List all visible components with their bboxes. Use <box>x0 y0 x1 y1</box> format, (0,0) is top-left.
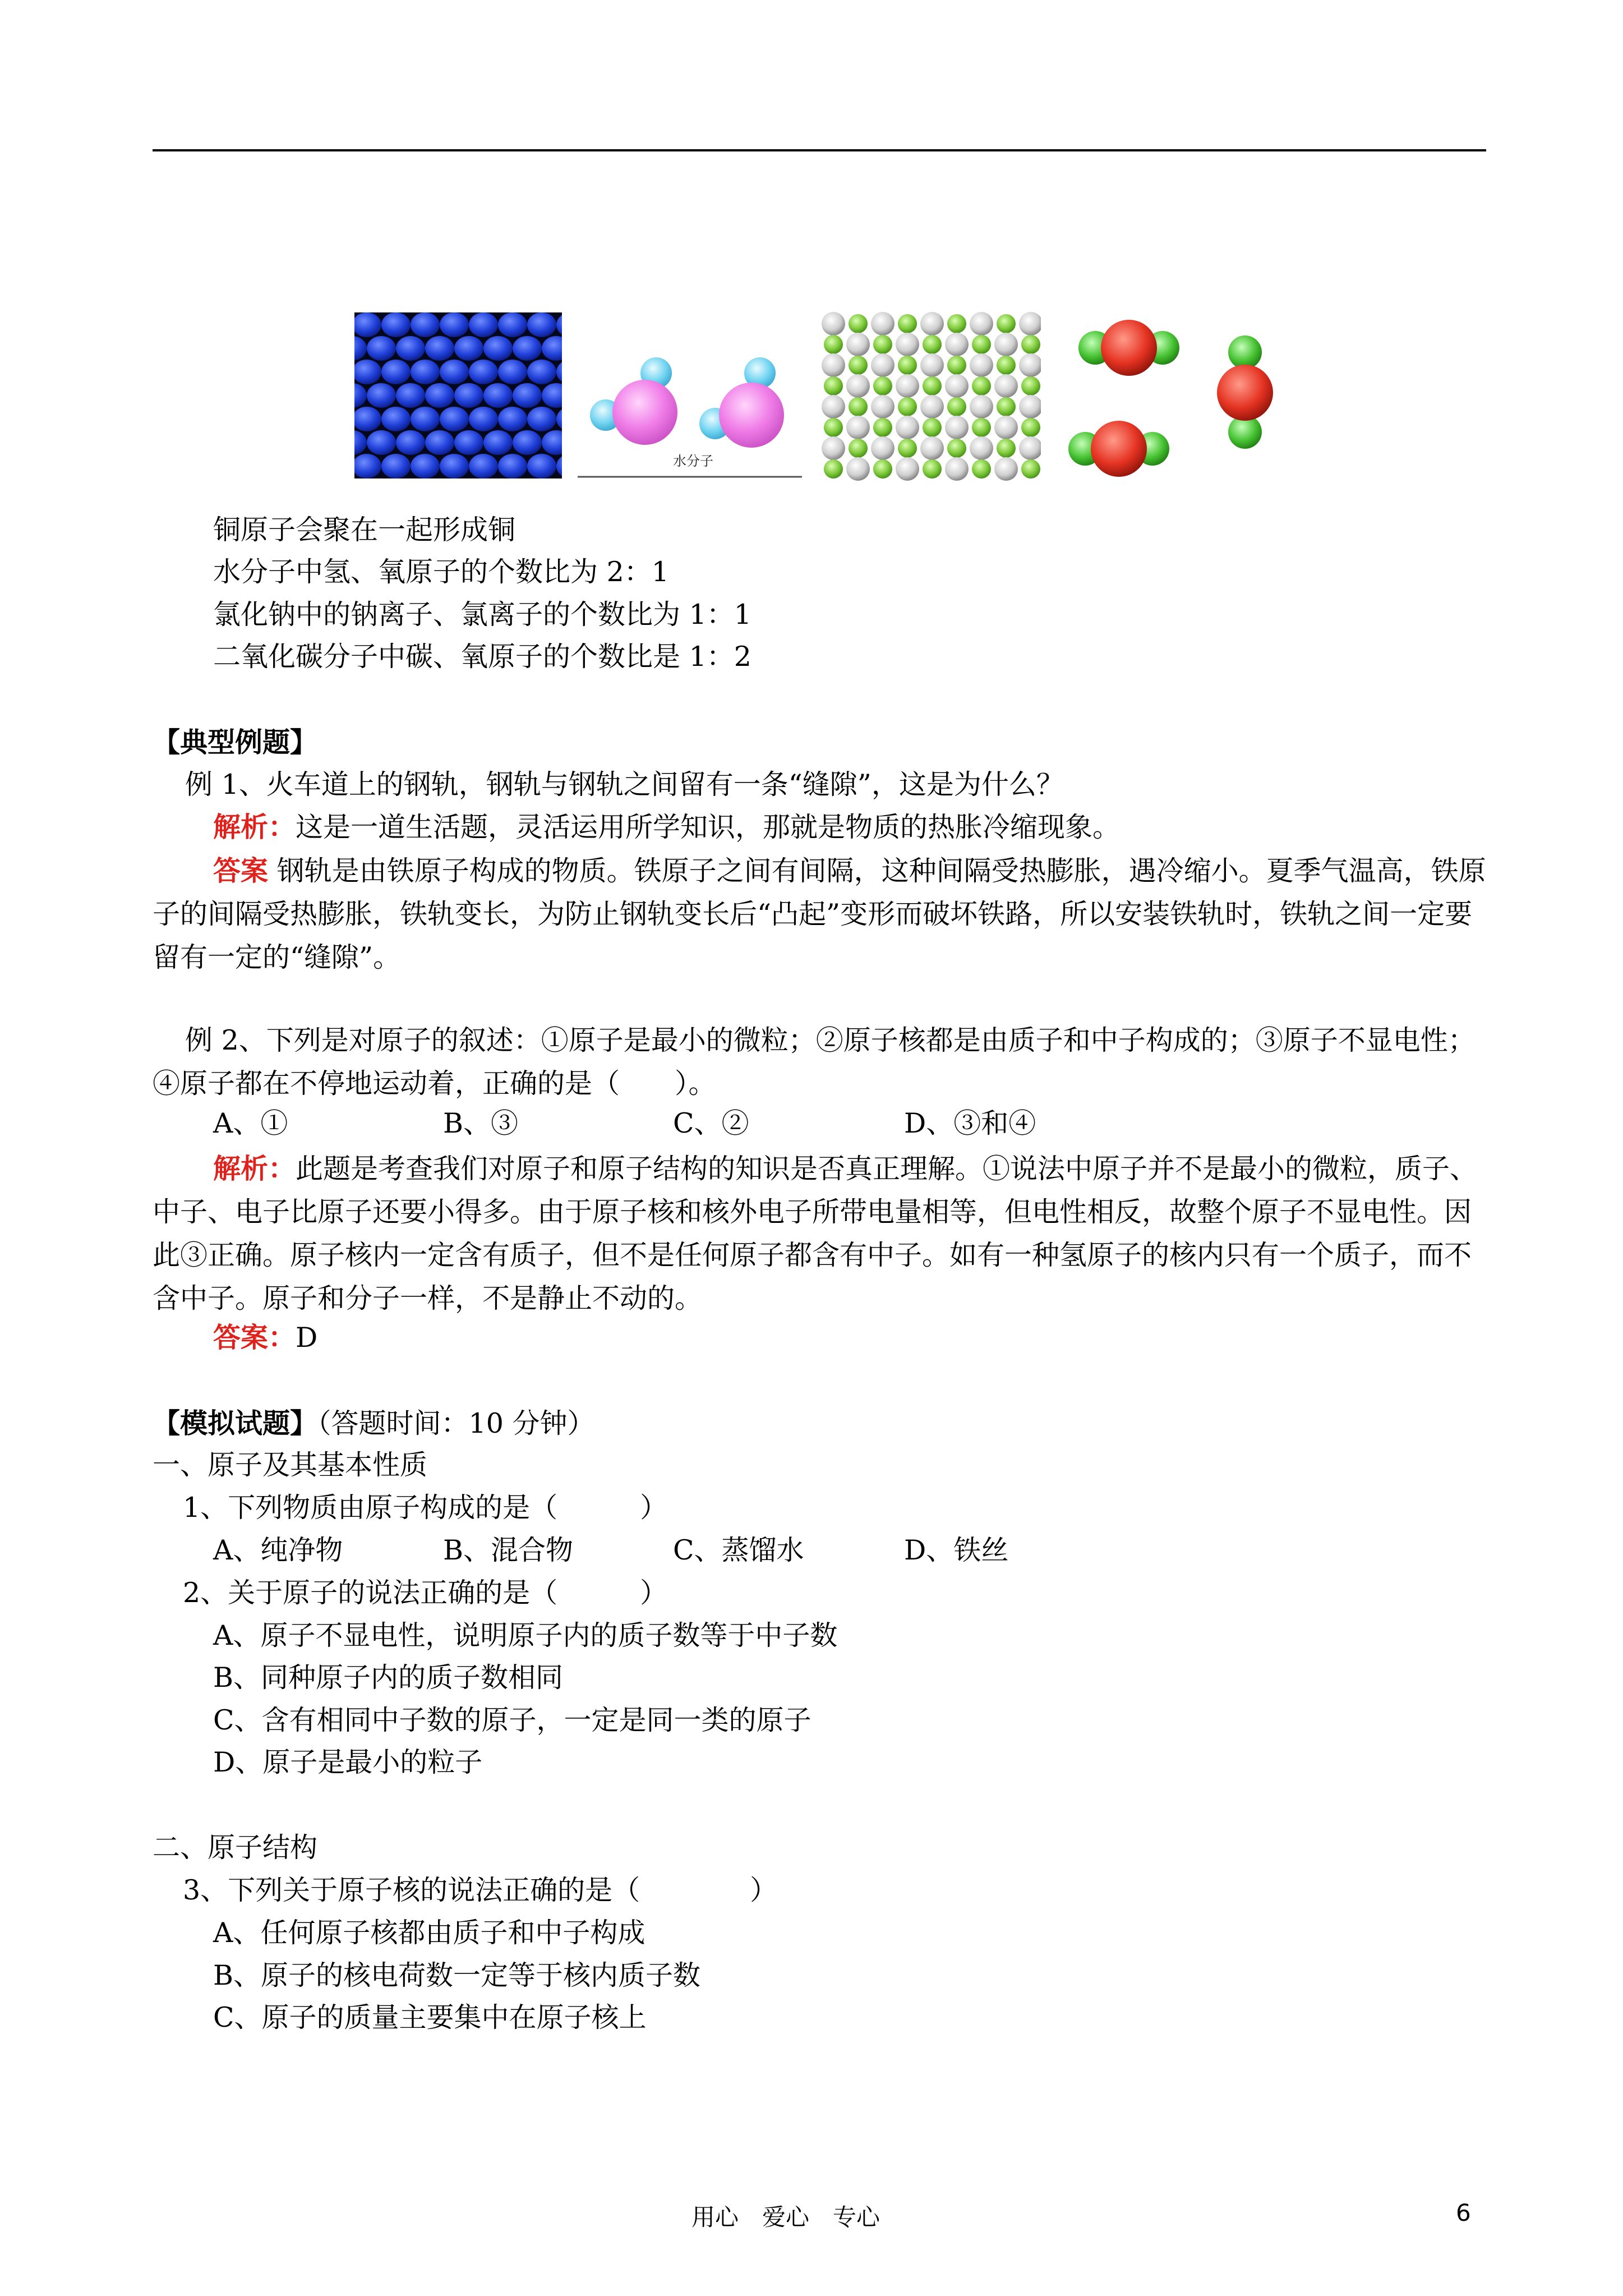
copper-atom <box>411 454 440 478</box>
chloride-ion <box>846 333 870 356</box>
q2-option-d: D、原子是最小的粒子 <box>213 1746 483 1778</box>
water-caption: 水分子 <box>673 453 713 469</box>
sodium-ion <box>923 335 942 354</box>
sodium-ion <box>849 314 868 333</box>
mock-time-note: （答题时间：10 分钟） <box>317 1407 595 1439</box>
sodium-ion <box>1021 459 1040 478</box>
q1-option-a: A、纯净物 <box>213 1534 343 1566</box>
examples-heading: 【典型例题】 <box>153 726 318 758</box>
copper-atom <box>498 454 527 478</box>
header-rule <box>153 149 1486 151</box>
sodium-ion <box>849 439 868 458</box>
chloride-ion <box>896 416 919 439</box>
example2-option-d: D、③和④ <box>904 1107 1036 1139</box>
example2-question: 例 2、下列是对原子的叙述：①原子是最小的微粒；②原子核都是由质子和中子构成的；③原子不显电性；④原子都在不停地运动着，正确的是（ ）。 <box>153 1024 1476 1099</box>
sodium-ion <box>972 376 991 395</box>
q1-option-d: D、铁丝 <box>904 1534 1009 1566</box>
part2-title: 二、原子结构 <box>153 1832 318 1864</box>
copper-atom <box>425 430 454 455</box>
copper-atom <box>527 360 556 384</box>
sodium-ion <box>873 459 892 478</box>
q1-stem: 1、下列物质由原子构成的是（ ） <box>183 1492 668 1524</box>
copper-atom <box>469 454 498 478</box>
chloride-ion <box>871 395 895 418</box>
answer-text: D <box>296 1322 318 1354</box>
q3-option-b: B、原子的核电荷数一定等于核内质子数 <box>213 1959 701 1991</box>
copper-atom <box>381 360 411 384</box>
sodium-ion <box>997 439 1016 458</box>
sodium-ion <box>873 376 892 395</box>
q3-option-c: C、原子的质量主要集中在原子核上 <box>213 2001 647 2033</box>
chloride-ion <box>896 457 919 481</box>
chloride-ion <box>920 353 944 377</box>
sodium-ion <box>923 418 942 437</box>
copper-atom <box>527 312 556 337</box>
sodium-ion <box>997 356 1016 375</box>
copper-atom <box>527 454 556 478</box>
chloride-ion <box>945 374 969 398</box>
copper-atom <box>367 430 396 455</box>
chloride-ion <box>994 457 1018 481</box>
sodium-ion <box>997 314 1016 333</box>
sodium-ion <box>997 397 1016 416</box>
copper-atom <box>440 312 469 337</box>
caption-copper: 铜原子会聚在一起形成铜 <box>213 514 516 546</box>
co2-molecule <box>1217 335 1273 449</box>
sodium-ion <box>824 335 843 354</box>
example2-option-c: C、② <box>673 1107 749 1139</box>
chloride-ion <box>846 374 870 398</box>
chloride-ion <box>846 457 870 481</box>
q2-stem: 2、关于原子的说法正确的是（ ） <box>183 1577 668 1609</box>
sodium-ion <box>947 356 966 375</box>
co2-molecules-figure <box>1063 314 1276 482</box>
sodium-ion <box>824 376 843 395</box>
water-molecule <box>590 357 677 445</box>
chloride-ion <box>822 353 845 377</box>
copper-atom <box>513 336 542 361</box>
sodium-ion <box>947 439 966 458</box>
chloride-ion <box>896 333 919 356</box>
copper-atom <box>381 407 411 431</box>
sodium-ion <box>923 459 942 478</box>
analysis-text: 这是一道生活题，灵活运用所学知识，那就是物质的热胀冷缩现象。 <box>296 811 1121 843</box>
q2-option-b: B、同种原子内的质子数相同 <box>213 1662 564 1694</box>
copper-atom <box>454 383 483 408</box>
chloride-ion <box>846 416 870 439</box>
copper-atom <box>411 312 440 337</box>
copper-atom <box>469 407 498 431</box>
chloride-ion <box>994 333 1018 356</box>
sodium-ion <box>972 335 991 354</box>
sodium-ion <box>824 459 843 478</box>
analysis-label: 解析： <box>213 811 296 843</box>
mock-heading: 【模拟试题】 <box>153 1407 318 1439</box>
copper-atom <box>440 454 469 478</box>
analysis-label: 解析： <box>213 1152 296 1185</box>
part1-title: 一、原子及其基本性质 <box>153 1449 428 1481</box>
example2-option-b: B、③ <box>443 1107 519 1139</box>
copper-atom <box>381 454 411 478</box>
analysis-text: 此题是考查我们对原子和原子结构的知识是否真正理解。①说法中原子并不是最小的微粒，质子、中子、电子比原子还要小得多。由于原子核和核外电子所带电量相等，但电性相反，故整个原子不显电性。因此③正确。原子核内一定含有质子，但不是任何原子都含有中子。如有一种氢原子的核内只有一个质子，而不含中子。原子和分子一样，不是静止不动的。 <box>153 1153 1478 1314</box>
copper-atom <box>454 430 483 455</box>
chloride-ion <box>822 395 845 418</box>
copper-atom <box>469 312 498 337</box>
sodium-ion <box>1021 335 1040 354</box>
q3-stem: 3、下列关于原子核的说法正确的是（ ） <box>183 1874 778 1906</box>
copper-atom <box>411 407 440 431</box>
copper-atom <box>425 336 454 361</box>
sodium-ion <box>972 418 991 437</box>
water-molecule <box>699 357 784 448</box>
copper-atom <box>367 383 396 408</box>
sodium-ion <box>1021 376 1040 395</box>
chloride-ion <box>970 353 993 377</box>
copper-atom <box>381 312 411 337</box>
copper-atom <box>513 383 542 408</box>
chloride-ion <box>945 416 969 439</box>
chloride-ion <box>994 416 1018 439</box>
copper-atom <box>483 383 513 408</box>
copper-atom <box>425 383 454 408</box>
q2-option-a: A、原子不显电性，说明原子内的质子数等于中子数 <box>213 1619 838 1651</box>
sodium-ion <box>947 314 966 333</box>
co2-molecule <box>1078 320 1179 376</box>
copper-atom <box>498 312 527 337</box>
q1-option-b: B、混合物 <box>443 1534 574 1566</box>
chloride-ion <box>920 395 944 418</box>
sodium-ion <box>947 397 966 416</box>
chloride-ion <box>970 312 993 335</box>
example1-analysis <box>213 810 1120 844</box>
chloride-ion <box>871 312 895 335</box>
sodium-ion <box>849 397 868 416</box>
copper-atom <box>411 360 440 384</box>
chloride-ion <box>994 374 1018 398</box>
sodium-ion <box>873 335 892 354</box>
chloride-ion <box>871 436 895 460</box>
mock-heading-line <box>153 1406 594 1441</box>
caption-nacl: 氯化钠中的钠离子、氯离子的个数比为 1：1 <box>213 599 751 631</box>
copper-atom <box>513 430 542 455</box>
copper-atom <box>396 383 425 408</box>
co2-molecule <box>1068 421 1169 477</box>
chloride-ion <box>970 436 993 460</box>
footer-motto: 用心 爱心 专心 <box>691 2203 880 2231</box>
sodium-ion <box>898 314 917 333</box>
example2-option-a: A、① <box>213 1107 288 1139</box>
q2-option-c: C、含有相同中子数的原子，一定是同一类的原子 <box>213 1704 811 1736</box>
caption-co2: 二氧化碳分子中碳、氧原子的个数比是 1：2 <box>213 641 751 673</box>
copper-atom <box>396 430 425 455</box>
chloride-ion <box>970 395 993 418</box>
chloride-ion <box>822 436 845 460</box>
copper-atom <box>440 407 469 431</box>
caption-water: 水分子中氢、氧原子的个数比为 2：1 <box>213 556 669 588</box>
copper-atoms-figure <box>354 312 562 478</box>
chloride-ion <box>920 436 944 460</box>
sodium-ion <box>898 397 917 416</box>
chloride-ion <box>871 353 895 377</box>
chloride-ion <box>920 312 944 335</box>
sodium-ion <box>1021 418 1040 437</box>
sodium-ion <box>898 439 917 458</box>
copper-atom <box>498 360 527 384</box>
sodium-ion <box>849 356 868 375</box>
sodium-ion <box>972 459 991 478</box>
page-number: 6 <box>1456 2199 1471 2226</box>
example2-answer <box>213 1320 317 1355</box>
sodium-ion <box>898 356 917 375</box>
copper-atom <box>367 336 396 361</box>
copper-atom <box>483 430 513 455</box>
copper-atom <box>469 360 498 384</box>
water-molecules-figure <box>578 348 802 480</box>
sodium-ion <box>824 418 843 437</box>
chloride-ion <box>945 457 969 481</box>
example2-analysis <box>153 1147 1487 1320</box>
answer-label: 答案： <box>213 1321 296 1354</box>
copper-atom <box>527 407 556 431</box>
copper-atom <box>396 336 425 361</box>
nacl-lattice-figure <box>821 311 1041 482</box>
chloride-ion <box>896 374 919 398</box>
copper-atom <box>440 360 469 384</box>
copper-atom <box>498 407 527 431</box>
q1-option-c: C、蒸馏水 <box>673 1534 804 1566</box>
chloride-ion <box>945 333 969 356</box>
sodium-ion <box>873 418 892 437</box>
chloride-ion <box>822 312 845 335</box>
example1-answer <box>153 849 1487 979</box>
answer-text: 钢轨是由铁原子构成的物质。铁原子之间有间隔，这种间隔受热膨胀，遇冷缩小。夏季气温高，铁原子的间隔受热膨胀，铁轨变长，为防止钢轨变长后“凸起”变形而破坏铁路，所以安装铁轨时，铁轨之间一定要留有一定的“缝隙”。 <box>153 855 1486 973</box>
sodium-ion <box>923 376 942 395</box>
copper-atom <box>454 336 483 361</box>
copper-atom <box>483 336 513 361</box>
answer-label: 答案 <box>213 854 269 887</box>
q3-option-a: A、任何原子核都由质子和中子构成 <box>213 1917 645 1949</box>
example1-question: 例 1、火车道上的钢轨，钢轨与钢轨之间留有一条“缝隙”，这是为什么？ <box>185 769 1064 800</box>
